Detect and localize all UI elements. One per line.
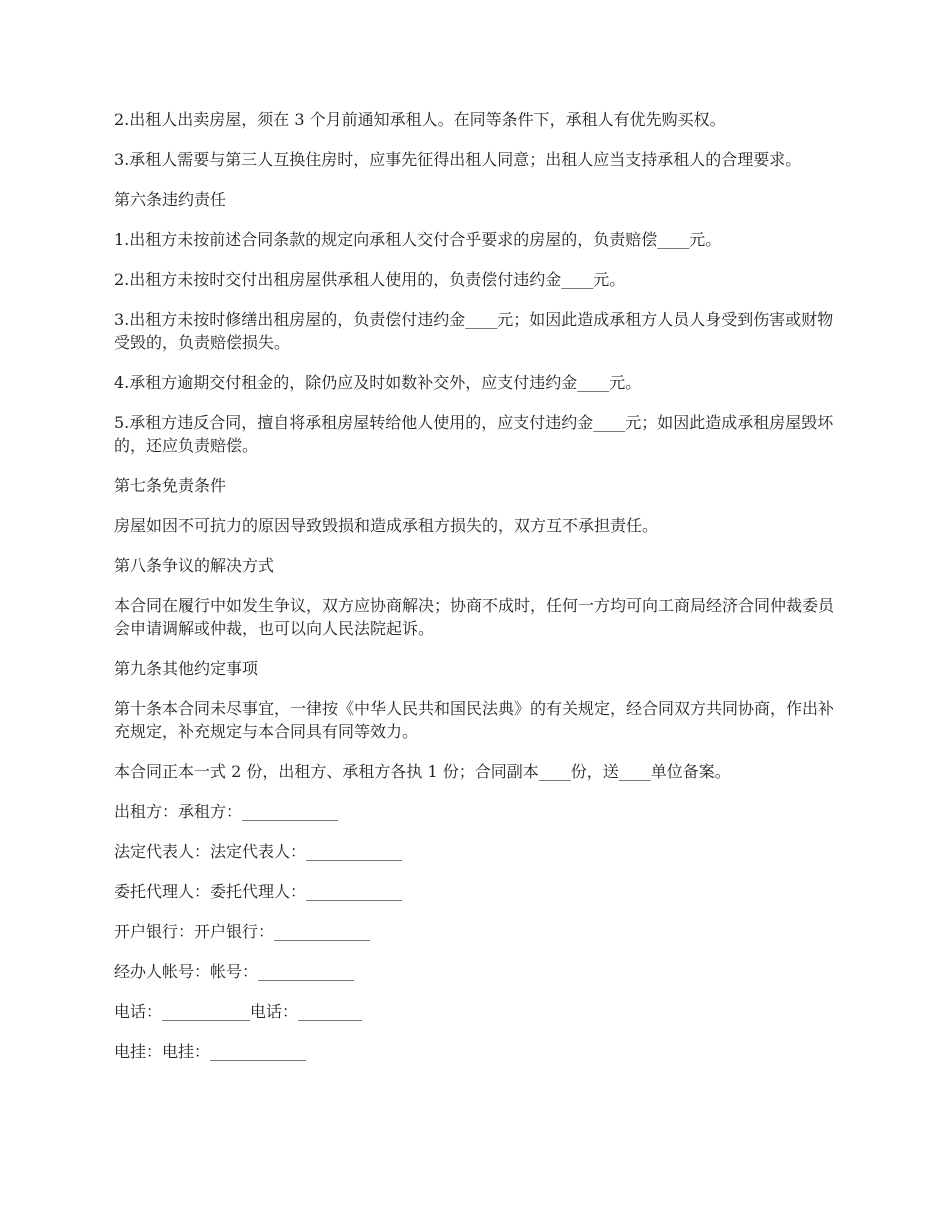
signature-legal-rep: 法定代表人：法定代表人：____________ bbox=[114, 842, 403, 861]
liability-item-1: 1.出租方未按前述合同条款的规定向承租人交付合乎要求的房屋的，负责赔偿____元。 bbox=[114, 230, 722, 249]
signature-parties: 出租方：承租方：____________ bbox=[114, 802, 339, 821]
liability-item-2: 2.出租方未按时交付出租房屋供承租人使用的，负责偿付违约金____元。 bbox=[114, 270, 626, 289]
signature-phone: 电话：___________电话：________ bbox=[114, 1002, 363, 1021]
article-6-heading: 第六条违约责任 bbox=[114, 190, 227, 209]
force-majeure-clause: 房屋如因不可抗力的原因导致毁损和造成承租方损失的，双方互不承担责任。 bbox=[114, 516, 659, 535]
liability-item-4: 4.承租方逾期交付租金的，除仍应及时如数补交外，应支付违约金____元。 bbox=[114, 373, 642, 392]
article-9-heading: 第九条其他约定事项 bbox=[114, 659, 259, 678]
article-7-heading: 第七条免责条件 bbox=[114, 476, 227, 495]
signature-account: 经办人帐号：帐号：____________ bbox=[114, 962, 355, 981]
signature-telegraph: 电挂：电挂：____________ bbox=[114, 1042, 307, 1061]
liability-item-3: 3.出租方未按时修缮出租房屋的，负责偿付违约金____元；如因此造成承租方人员人身受到伤害或财物受毁的，负责赔偿损失。 bbox=[114, 310, 834, 352]
liability-item-5: 5.承租方违反合同，擅自将承租房屋转给他人使用的，应支付违约金____元；如因此造成承租房屋毁坏的，还应负责赔偿。 bbox=[114, 413, 834, 455]
signature-agent: 委托代理人：委托代理人：____________ bbox=[114, 882, 403, 901]
dispute-resolution-clause: 本合同在履行中如发生争议，双方应协商解决；协商不成时，任何一方均可向工商局经济合同仲裁委员会申请调解或仲裁，也可以向人民法院起诉。 bbox=[114, 596, 835, 638]
clause-sale-notice: 2.出租人出卖房屋，须在 3 个月前通知承租人。在同等条件下，承租人有优先购买权。 bbox=[114, 110, 726, 129]
signature-bank: 开户银行：开户银行：____________ bbox=[114, 922, 371, 941]
clause-housing-exchange: 3.承租人需要与第三人互换住房时，应事先征得出租人同意；出租人应当支持承租人的合理要求。 bbox=[114, 150, 802, 169]
contract-page bbox=[114, 108, 844, 1080]
article-8-heading: 第八条争议的解决方式 bbox=[114, 556, 275, 575]
article-10-clause: 第十条本合同未尽事宜，一律按《中华人民共和国民法典》的有关规定，经合同双方共同协商，作出补充规定，补充规定与本合同具有同等效力。 bbox=[114, 699, 835, 741]
copies-clause: 本合同正本一式 2 份，出租方、承租方各执 1 份；合同副本____份，送____单位备案。 bbox=[114, 762, 731, 781]
